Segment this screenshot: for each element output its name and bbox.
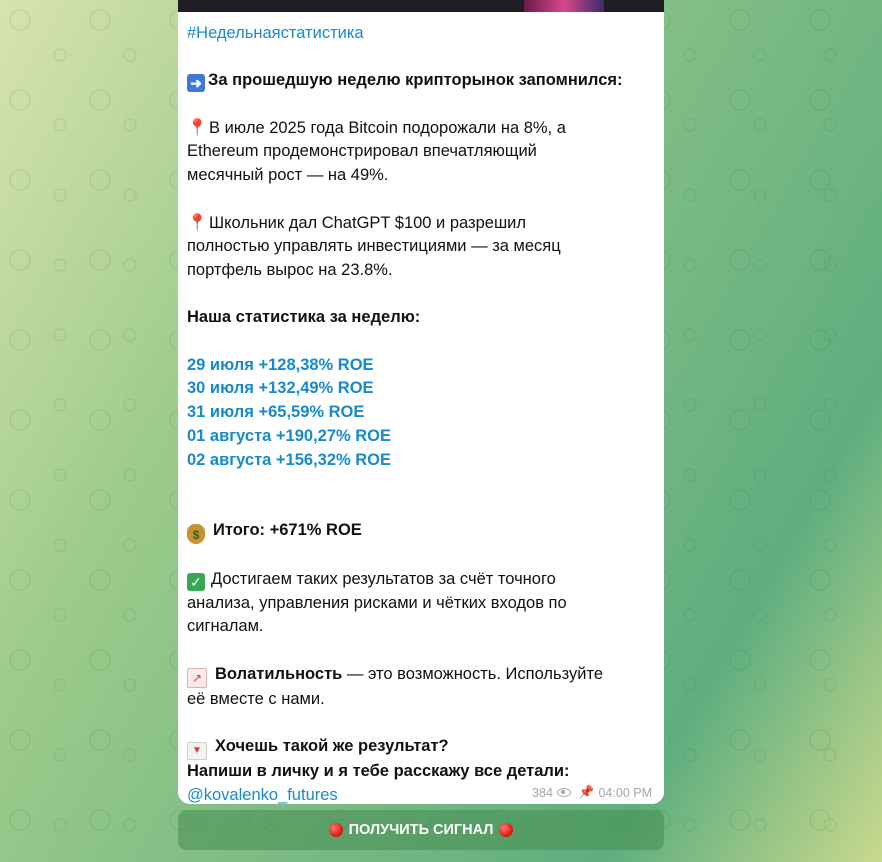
achieve-line2: анализа, управления рисками и чётких входов по	[187, 593, 567, 612]
stat-line: 02 августа +156,32% ROE	[187, 450, 392, 469]
cta-line2: Напиши в личку и я тебе расскажу все детали:	[187, 762, 570, 781]
stat-line: 31 июля +65,59% ROE	[187, 403, 365, 422]
pushpin-icon: 📌	[578, 785, 595, 799]
media-preview-strip	[178, 0, 664, 12]
point2-line1: 📍Школьник дал ChatGPT $100 и разрешил	[187, 212, 655, 236]
message-bubble	[178, 0, 664, 804]
pin-icon: 📍	[187, 118, 208, 137]
red-circle-icon	[329, 823, 343, 837]
achieve-line3: сигналам.	[187, 617, 264, 636]
point1-line2: Ethereum продемонстрировал впечатляющий	[187, 142, 537, 161]
volatility-line1: ↗ Волатильность — это возможность. Используйте	[187, 663, 655, 688]
chart-up-icon: ↗	[187, 668, 207, 688]
pin-icon: 📍	[187, 213, 208, 232]
point2-line3: портфель вырос на 23.8%.	[187, 260, 393, 279]
message-time: 04:00 PM	[598, 785, 652, 800]
envelope-icon: ▼	[187, 742, 207, 760]
arrow-right-icon: ➜	[187, 74, 205, 92]
point2-line2: полностью управлять инвестициями — за месяц	[187, 237, 561, 256]
point1-line3: месячный рост — на 49%.	[187, 166, 389, 185]
media-preview-art	[524, 0, 604, 12]
intro-line: ➜ За прошедшую неделю крипторынок запомнился:	[187, 69, 655, 93]
stat-line: 01 августа +190,27% ROE	[187, 426, 392, 445]
moneybag-icon: $	[187, 524, 205, 544]
total-line: $ Итого: +671% ROE	[187, 519, 655, 544]
achieve-line1: ✓ Достигаем таких результатов за счёт точного	[187, 568, 655, 592]
stats-heading: Наша статистика за неделю:	[187, 308, 421, 327]
message-text	[178, 12, 664, 804]
point1-line1: 📍В июле 2025 года Bitcoin подорожали на 8%, а	[187, 117, 655, 141]
view-count: 384	[532, 785, 553, 800]
username-link[interactable]: @kovalenko_futures	[187, 785, 338, 804]
cta-line1: ▼ Хочешь такой же результат?	[187, 735, 655, 760]
get-signal-label: ПОЛУЧИТЬ СИГНАЛ	[348, 822, 494, 838]
get-signal-button[interactable]	[178, 810, 664, 850]
stat-line: 29 июля +128,38% ROE	[187, 355, 374, 374]
checkmark-icon: ✓	[187, 573, 205, 591]
eye-icon	[557, 788, 571, 797]
stat-line: 30 июля +132,49% ROE	[187, 379, 374, 398]
hashtag-link[interactable]: #Недельнаястатистика	[187, 24, 364, 42]
volatility-line2: её вместе с нами.	[187, 689, 325, 708]
message-meta	[532, 785, 652, 800]
red-circle-icon	[499, 823, 513, 837]
